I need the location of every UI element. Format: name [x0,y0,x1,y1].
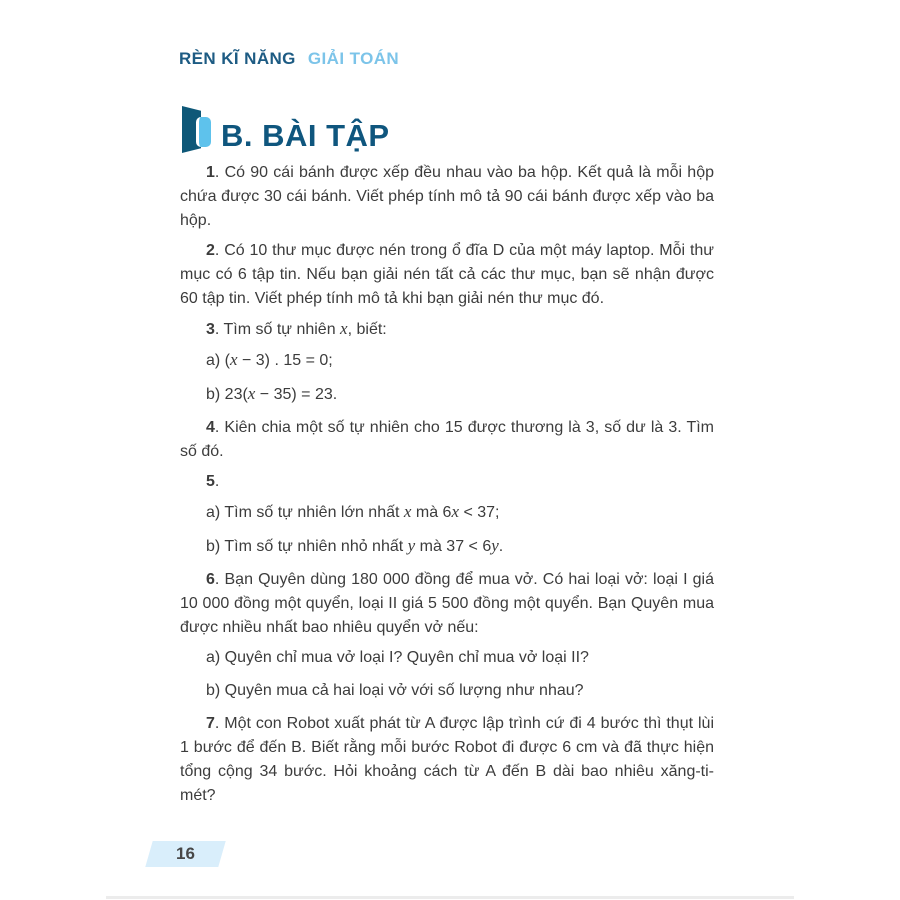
exercise-list [180,161,714,814]
exercise-paragraph [180,416,714,464]
text-run: . [214,473,220,490]
text-run: a) ( [206,352,230,369]
running-header-main: RÈN KĨ NĂNG [179,49,296,68]
exercise-number: 1 [206,164,215,181]
text-run: a) Quyên chỉ mua vở loại I? Quyên chỉ mua vở loại II? [206,649,589,666]
exercise-paragraph [180,712,714,808]
exercise-paragraph [180,470,714,494]
text-run: b) Quyên mua cả hai loại vở với số lượng như nhau? [206,682,584,699]
text-run: . Một con Robot xuất phát từ A được lập trình cứ đi 4 bước thì thụt lùi 1 bước để đến B. Biết rằng mỗi bước Robot đi được 6 cm và đã thực hiện tổng cộng 34 bước. Hỏi khoảng cách từ A đến B dài bao nhiêu xăng-ti-mét? [180,715,714,804]
exercise-paragraph [180,568,714,640]
running-header-sub: GIẢI TOÁN [307,49,400,68]
math-variable: x [340,319,348,338]
exercise-number: 7 [206,715,215,732]
math-variable: x [451,502,459,521]
text-run: . Có 90 cái bánh được xếp đều nhau vào ba hộp. Kết quả là mỗi hộp chứa được 30 cái bánh. Viết phép tính mô tả 90 cái bánh được xếp vào ba hộp. [180,164,714,229]
page-number: 16 [176,844,195,863]
page-number-badge [145,841,225,867]
text-run: − 35) = 23. [255,386,338,403]
math-variable: y [407,536,416,555]
exercise-subitem [206,534,714,559]
text-run: . Bạn Quyên dùng 180 000 đồng để mua vở. Có hai loại vở: loại I giá 10 000 đồng một quyển, loại II giá 5 500 đồng một quyển. Bạn Quyên mua được nhiều nhất bao nhiêu quyển vở nếu: [180,571,714,636]
section-heading [182,106,390,154]
bottom-rule [106,896,794,899]
exercise-number: 6 [206,571,215,588]
exercise-paragraph [180,239,714,311]
text-run: , biết: [347,321,387,338]
exercise-number: 3 [206,321,215,338]
text-run: b) Tìm số tự nhiên nhỏ nhất [206,538,408,555]
exercise-paragraph [180,161,714,233]
text-run: . Có 10 thư mục được nén trong ổ đĩa D của một máy laptop. Mỗi thư mục có 6 tập tin. Nếu bạn giải nén tất cả các thư mục, bạn sẽ nhận được 60 tập tin. Viết phép tính mô tả khi bạn giải nén thư mục đó. [180,242,714,307]
exercise-subitem [206,382,714,407]
exercise-number: 5 [206,473,215,490]
text-run: mà 6 [411,504,452,521]
text-run: . Tìm số tự nhiên [214,321,341,338]
exercise-number: 2 [206,242,215,259]
math-variable: x [403,502,412,521]
exercise-paragraph [180,317,714,342]
running-header [179,49,399,69]
bookmark-icon [182,106,212,154]
text-run: . [498,538,504,555]
text-run: . Kiên chia một số tự nhiên cho 15 được thương là 3, số dư là 3. Tìm số đó. [180,419,714,460]
math-variable: y [491,536,499,555]
bookmark-icon-ribbon [196,117,211,147]
exercise-subitem [206,500,714,525]
section-title: B. BÀI TẬP [221,118,390,153]
math-variable: x [230,350,238,369]
exercise-subitem [206,679,714,703]
text-run: − 3) . 15 = 0; [237,352,333,369]
exercise-subitem [206,348,714,373]
text-run: mà 37 < 6 [415,538,492,555]
exercise-number: 4 [206,419,215,436]
text-run: b) 23( [206,386,248,403]
exercise-subitem [206,646,714,670]
math-variable: x [247,384,256,403]
text-run: < 37; [459,504,500,521]
text-run: a) Tìm số tự nhiên lớn nhất [206,504,404,521]
